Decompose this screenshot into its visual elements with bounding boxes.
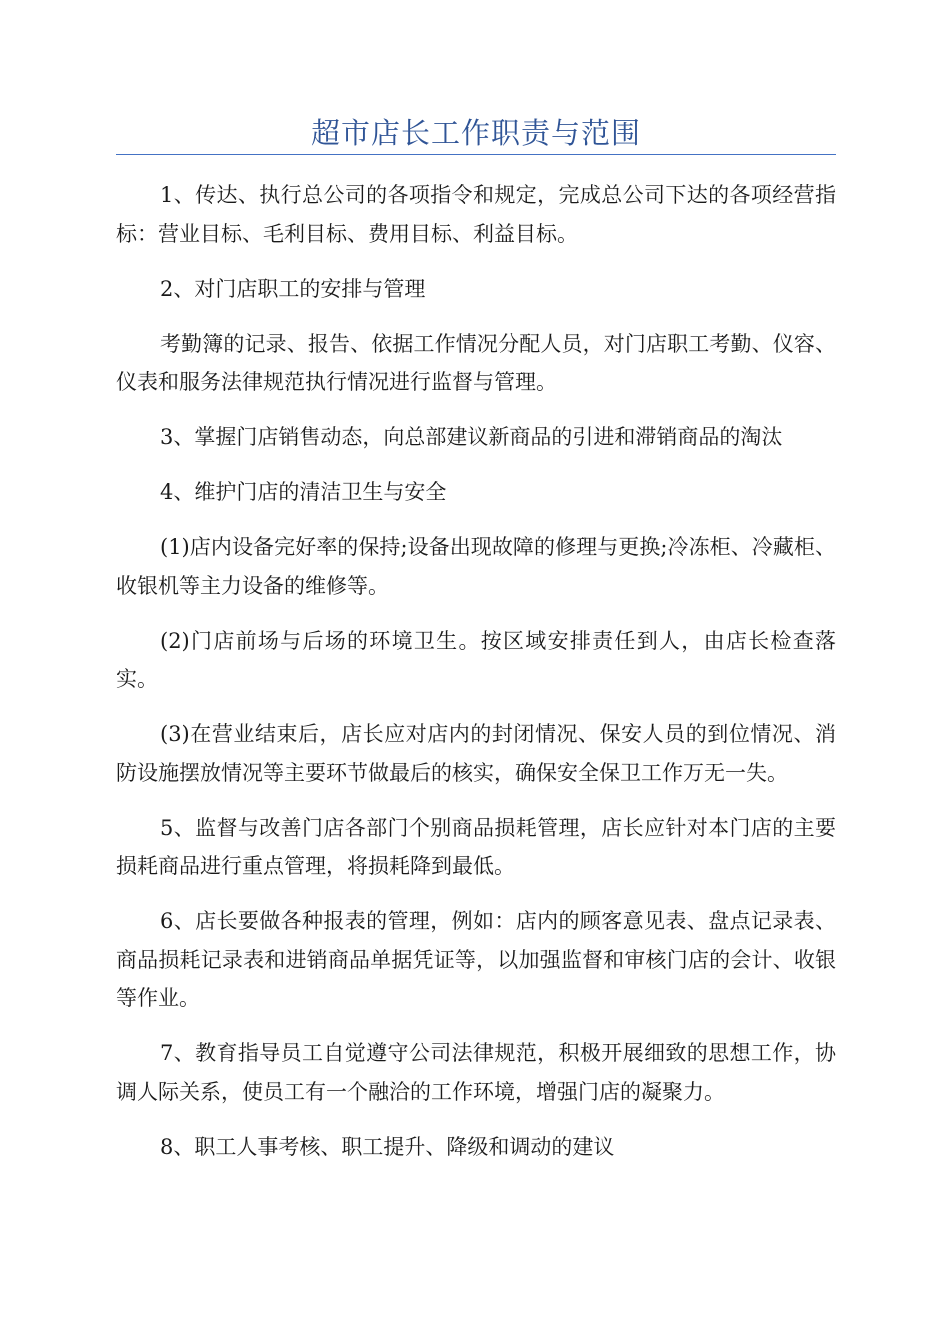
paragraph-item-7: 7、教育指导员工自觉遵守公司法律规范，积极开展细致的思想工作，协调人际关系，使员工有一个融洽的工作环境，增强门店的凝聚力。 xyxy=(116,1041,836,1104)
paragraph-attendance: 考勤簿的记录、报告、依据工作情况分配人员，对门店职工考勤、仪容、仪表和服务法律规范执行情况进行监督与管理。 xyxy=(116,331,836,394)
document-body xyxy=(116,176,836,1183)
paragraph-subitem-2: (2)门店前场与后场的环境卫生。按区域安排责任到人，由店长检查落实。 xyxy=(116,628,836,691)
paragraph-item-5: 5、监督与改善门店各部门个别商品损耗管理，店长应针对本门店的主要损耗商品进行重点管理，将损耗降到最低。 xyxy=(116,815,836,878)
paragraph-item-4: 4、维护门店的清洁卫生与安全 xyxy=(160,480,447,504)
paragraph-item-3: 3、掌握门店销售动态，向总部建议新商品的引进和滞销商品的淘汰 xyxy=(160,425,783,449)
paragraph-item-2: 2、对门店职工的安排与管理 xyxy=(160,276,426,301)
paragraph-item-8: 8、职工人事考核、职工提升、降级和调动的建议 xyxy=(160,1134,615,1159)
paragraph-item-6: 6、店长要做各种报表的管理，例如：店内的顾客意见表、盘点记录表、商品损耗记录表和进销商品单据凭证等，以加强监督和审核门店的会计、收银等作业。 xyxy=(116,909,836,1010)
document-title: 超市店长工作职责与范围 xyxy=(310,116,641,150)
paragraph-subitem-3: (3)在营业结束后，店长应对店内的封闭情况、保安人员的到位情况、消防设施摆放情况等主要环节做最后的核实，确保安全保卫工作万无一失。 xyxy=(116,722,836,785)
paragraph-item-1: 1、传达、执行总公司的各项指令和规定，完成总公司下达的各项经营指标：营业目标、毛利目标、费用目标、利益目标。 xyxy=(116,183,836,246)
title-underline xyxy=(116,154,836,155)
paragraph-subitem-1: (1)店内设备完好率的保持;设备出现故障的修理与更换;冷冻柜、冷藏柜、收银机等主力设备的维修等。 xyxy=(116,535,836,598)
